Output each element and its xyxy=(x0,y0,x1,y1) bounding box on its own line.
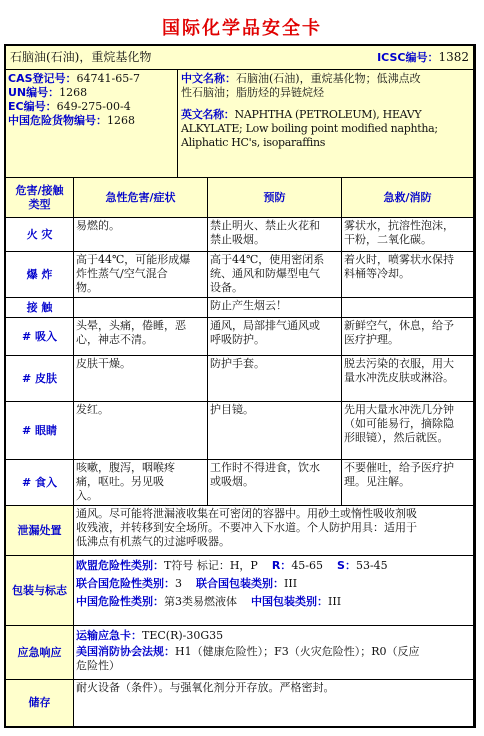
th-type: 危害/接触 类型 xyxy=(6,178,74,218)
identifiers-panel xyxy=(6,70,178,178)
packaging-label: 包装与标志 xyxy=(6,556,74,626)
row-ingestion-hazard: 咳嗽，腹泻，咽喉疼 痛，呕吐。另见吸 入。 xyxy=(74,460,208,506)
cn-name-line1: 中文名称：石脑油(石油)，重烷基化物；低沸点改 xyxy=(181,72,421,85)
th-firstaid: 急救/消防 xyxy=(342,178,474,218)
emergency-label: 应急响应 xyxy=(6,626,74,680)
row-eyes-firstaid: 先用大量水冲洗几分钟 （如可能易行，摘除隐 形眼镜），然后就医。 xyxy=(342,402,474,460)
card-title: 国际化学品安全卡 xyxy=(162,18,322,39)
icsc-number: ICSC编号：1382 xyxy=(377,50,469,64)
row-skin-firstaid: 脱去污染的衣服，用大 量水冲洗皮肤或淋浴。 xyxy=(342,356,474,402)
storage-label: 储存 xyxy=(6,680,74,726)
card-frame xyxy=(4,44,476,728)
name-row xyxy=(6,46,474,70)
row-fire-prevention: 禁止明火、禁止火花和 禁止吸烟。 xyxy=(208,218,342,252)
row-inhalation-type: # 吸入 xyxy=(6,318,74,356)
ec-number: EC编号：649-275-00-4 xyxy=(8,100,131,113)
row-fire-hazard: 易燃的。 xyxy=(74,218,208,252)
chemical-name: 石脑油(石油)，重烷基化物 xyxy=(10,50,152,64)
emergency-text xyxy=(74,626,474,680)
row-ingestion-type: # 食入 xyxy=(6,460,74,506)
nfpa-line1: 美国消防协会法规：H1（健康危险性）；F3（火灾危险性）；R0（反应 xyxy=(76,645,420,658)
cn-dangerous-goods-number: 中国危险货物编号：1268 xyxy=(8,114,135,127)
row-explosion-prevention: 高于44℃，使用密闭系 统、通风和防爆型电气 设备。 xyxy=(208,252,342,298)
cas-number: CAS登记号：64741-65-7 xyxy=(8,72,140,85)
row-explosion-firstaid: 着火时，喷雾状水保持 料桶等冷却。 xyxy=(342,252,474,298)
un-number: UN编号：1268 xyxy=(8,86,88,99)
row-explosion-type: 爆 炸 xyxy=(6,252,74,298)
spill-text: 通风。尽可能将泄漏液收集在可密闭的容器中。用砂土或惰性吸收剂吸 收残液，并转移到安全场所。不要冲入下水道。个人防护用具：适用于 低沸点有机蒸气的过滤呼吸器。 xyxy=(74,506,474,556)
th-prevention: 预防 xyxy=(208,178,342,218)
row-fire-type: 火 灾 xyxy=(6,218,74,252)
row-contact-firstaid xyxy=(342,298,474,318)
eu-classification: 欧盟危险性类别：T符号 标记：H，P R：45-65 S：53-45 xyxy=(76,559,388,572)
row-contact-prevention: 防止产生烟云！ xyxy=(208,298,342,318)
row-contact-hazard xyxy=(74,298,208,318)
storage-text: 耐火设备（条件）。与强氧化剂分开存放。严格密封。 xyxy=(74,680,474,726)
row-skin-hazard: 皮肤干燥。 xyxy=(74,356,208,402)
row-skin-type: # 皮肤 xyxy=(6,356,74,402)
un-classification: 联合国危险性类别：3 联合国包装类别：III xyxy=(76,577,298,590)
row-skin-prevention: 防护手套。 xyxy=(208,356,342,402)
names-panel xyxy=(178,70,474,178)
row-inhalation-hazard: 头晕，头痛，倦睡，恶 心，神志不清。 xyxy=(74,318,208,356)
row-eyes-type: # 眼睛 xyxy=(6,402,74,460)
en-name-line3: Aliphatic HC's, isoparaffins xyxy=(181,136,326,149)
spill-label: 泄漏处置 xyxy=(6,506,74,556)
row-eyes-prevention: 护目镜。 xyxy=(208,402,342,460)
row-explosion-hazard: 高于44℃，可能形成爆 炸性蒸气/空气混合 物。 xyxy=(74,252,208,298)
row-inhalation-prevention: 通风，局部排气通风或 呼吸防护。 xyxy=(208,318,342,356)
cn-name-line2: 性石脑油；脂肪烃的异链烷烃 xyxy=(181,86,324,99)
cn-classification: 中国危险性类别：第3类易燃液体 中国包装类别：III xyxy=(76,595,342,608)
en-name-line1: 英文名称：NAPHTHA (PETROLEUM), HEAVY xyxy=(181,108,422,121)
row-ingestion-prevention: 工作时不得进食，饮水 或吸烟。 xyxy=(208,460,342,506)
nfpa-line2: 危险性） xyxy=(76,659,120,672)
row-contact-type: 接 触 xyxy=(6,298,74,318)
row-eyes-hazard: 发红。 xyxy=(74,402,208,460)
transport-card: 运输应急卡：TEC(R)-30G35 xyxy=(76,629,224,642)
row-fire-firstaid: 雾状水，抗溶性泡沫， 干粉，二氧化碳。 xyxy=(342,218,474,252)
row-inhalation-firstaid: 新鲜空气，休息，给予 医疗护理。 xyxy=(342,318,474,356)
packaging-text xyxy=(74,556,474,626)
th-hazard: 急性危害/症状 xyxy=(74,178,208,218)
row-ingestion-firstaid: 不要催吐，给予医疗护 理。见注解。 xyxy=(342,460,474,506)
en-name-line2: ALKYLATE; Low boiling point modified naphtha; xyxy=(181,122,438,135)
